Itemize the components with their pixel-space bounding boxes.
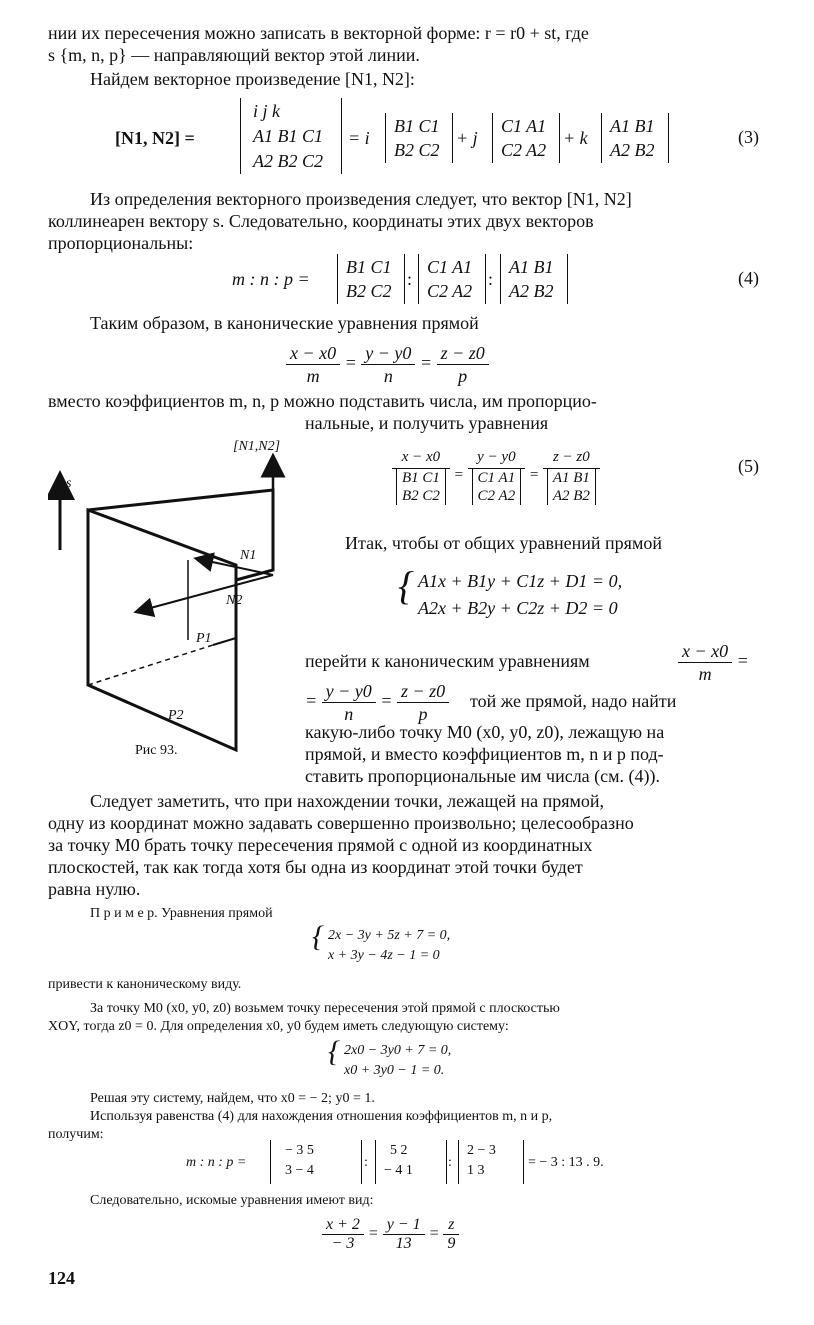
fig-label-n2: N2 <box>226 593 243 608</box>
fraction-num: y − y0 <box>468 446 526 469</box>
fraction-num: y − y0 <box>322 680 376 703</box>
det-row: A1 B1 <box>610 116 655 136</box>
text-line: получим: <box>48 1127 104 1142</box>
equals: = <box>428 1225 440 1243</box>
det-row: A2 B2 <box>610 140 655 160</box>
text-line: Найдем векторное произведение [N1, N2]: <box>90 69 415 89</box>
system-eq-1: A1x + B1y + C1z + D1 = 0, <box>418 571 623 591</box>
determinant-3 <box>601 113 669 163</box>
matrix-row: i j k <box>253 101 280 121</box>
text-line: Решая эту систему, найдем, что x0 = − 2; y0 = 1. <box>90 1091 375 1106</box>
det-row: − 4 1 <box>384 1163 413 1178</box>
equals: = <box>419 352 433 373</box>
fraction-num: y − y0 <box>361 342 415 365</box>
fig-label-n1n2: [N1,N2] <box>233 439 281 454</box>
determinant-2 <box>492 113 560 163</box>
fraction-num: x − x0 <box>392 446 450 469</box>
example-eq-1: 2x − 3y + 5z + 7 = 0, <box>328 928 451 943</box>
fraction-den: − 3 <box>331 1235 355 1252</box>
text-line: за точку M0 брать точку пересечения прямой с одной из координатных <box>48 835 593 855</box>
determinant-4b <box>418 254 486 304</box>
equals: = <box>305 690 318 711</box>
final-equation <box>322 1216 459 1253</box>
system-brace: { <box>328 1035 340 1068</box>
det-row: B2 C2 <box>402 488 440 504</box>
text-line: Следовательно, искомые уравнения имеют вид: <box>90 1193 374 1208</box>
text-line: нальные, и получить уравнения <box>305 413 549 433</box>
text-line: какую-либо точку M0 (x0, y0, z0), лежащую на <box>305 722 665 742</box>
det-row: A2 B2 <box>509 281 554 301</box>
system-eq-2: A2x + B2y + C2z + D2 = 0 <box>418 598 618 618</box>
text-line: s {m, n, p} — направляющий вектор этой линии. <box>48 45 420 65</box>
matrix-row: A2 B2 C2 <box>253 151 323 171</box>
det-row: B1 C1 <box>402 470 440 486</box>
text-line: ставить пропорциональные им числа (см. (4)). <box>305 766 661 786</box>
eq-i: = i <box>348 128 370 148</box>
fraction-den: p <box>458 366 468 386</box>
text-line: привести к каноническому виду. <box>48 977 242 992</box>
fraction-den: 13 <box>395 1235 412 1252</box>
fraction-num: x − x0 <box>286 342 340 365</box>
det-row: C2 A2 <box>427 281 473 301</box>
fraction-den: m <box>698 664 712 684</box>
n2-arrow <box>143 575 273 610</box>
example-eq-3: 2x0 − 3y0 + 7 = 0, <box>344 1043 452 1058</box>
text-line: равна нулю. <box>48 879 141 899</box>
plane-p2 <box>88 510 236 750</box>
fraction-num: y − 1 <box>383 1216 425 1235</box>
fraction-den: m <box>306 366 320 386</box>
det-row: C1 A1 <box>427 257 473 277</box>
det-inline <box>547 469 596 505</box>
text-line: пропорциональны: <box>48 233 194 253</box>
fig-label-s: s <box>66 476 72 491</box>
equals: = <box>367 1225 379 1243</box>
det-row: C2 A2 <box>477 488 516 504</box>
fraction-den: n <box>383 366 393 386</box>
canonical-equation-5 <box>392 446 600 505</box>
ratio-lhs: m : n : p = <box>232 269 310 289</box>
example-determinant-1 <box>270 1140 362 1184</box>
det-row: 3 − 4 <box>285 1163 314 1178</box>
text-line: Используя равенства (4) для нахождения отношения коэффициентов m, n и p, <box>90 1109 553 1124</box>
intersection-dashed <box>88 645 213 685</box>
det-row: C1 A1 <box>501 116 547 136</box>
det-row: B2 C2 <box>394 140 440 160</box>
equation-number: (5) <box>738 456 759 476</box>
example-ratio-rhs: = − 3 : 13 . 9. <box>528 1155 604 1170</box>
figure-caption: Рис 93. <box>135 743 178 758</box>
text-line: прямой, и вместо коэффициентов m, n и p под- <box>305 744 664 764</box>
example-heading: П р и м е р. Уравнения прямой <box>90 906 273 921</box>
example-eq-2: x + 3y − 4z − 1 = 0 <box>328 948 440 963</box>
fraction-num: x + 2 <box>322 1216 364 1235</box>
det-row: 2 − 3 <box>467 1143 496 1158</box>
p1-edge <box>213 638 236 645</box>
colon: : <box>488 269 494 289</box>
equals: = <box>344 352 357 373</box>
fraction-num: x − x0 <box>678 640 732 663</box>
det-row: − 3 5 <box>285 1143 314 1158</box>
det-row: C1 A1 <box>477 470 516 486</box>
determinant-1 <box>385 113 453 163</box>
text-line: Таким образом, в канонические уравнения прямой <box>90 313 479 333</box>
text-line: коллинеарен вектору s. Следовательно, координаты этих двух векторов <box>48 211 594 231</box>
det-row: A1 B1 <box>509 257 554 277</box>
example-determinant-2 <box>375 1140 447 1184</box>
fraction-den: n <box>344 704 354 724</box>
example-eq-4: x0 + 3y0 − 1 = 0. <box>344 1063 445 1078</box>
colon: : <box>364 1155 368 1170</box>
equals: = <box>736 650 749 671</box>
fraction-num: z <box>443 1216 459 1235</box>
plus-k: + k <box>563 128 588 148</box>
fraction-den: p <box>418 704 428 724</box>
cross-product-lhs: [N1, N2] = <box>115 128 195 148</box>
det-row: 1 3 <box>467 1163 485 1178</box>
det-inline <box>396 469 446 505</box>
equals: = <box>528 466 540 483</box>
equals: = <box>453 466 464 483</box>
det-row: A2 B2 <box>552 488 590 504</box>
n1-arrow <box>203 560 273 575</box>
fraction-inline <box>678 640 749 685</box>
fig-label-p2: P2 <box>168 708 184 723</box>
fig-label-p1: P1 <box>196 631 212 646</box>
text-line: Следует заметить, что при нахождении точки, лежащей на прямой, <box>90 791 605 811</box>
equals: = <box>380 690 393 711</box>
determinant-4a <box>337 254 405 304</box>
text-line: плоскостей, так как тогда хотя бы одна из координат этой точки будет <box>48 857 583 877</box>
fraction-num: z − z0 <box>397 680 449 703</box>
fig-label-n1: N1 <box>240 548 257 563</box>
plane-p1 <box>88 490 273 580</box>
fraction-num: z − z0 <box>543 446 600 469</box>
det-row: B2 C2 <box>346 281 392 301</box>
system-brace: { <box>398 563 414 608</box>
text-line: XOY, тогда z0 = 0. Для определения x0, y0 будем иметь следующую систему: <box>48 1019 509 1034</box>
det-row: C2 A2 <box>501 140 547 160</box>
text-line: той же прямой, надо найти <box>470 691 677 711</box>
page-number: 124 <box>48 1268 75 1288</box>
determinant-4c <box>500 254 568 304</box>
system-brace: { <box>312 920 324 953</box>
equation-number: (4) <box>738 268 759 288</box>
example-determinant-3 <box>458 1140 524 1184</box>
colon: : <box>448 1155 452 1170</box>
matrix-row: A1 B1 C1 <box>253 126 323 146</box>
det-inline <box>472 469 522 505</box>
det-row: B1 C1 <box>394 116 440 136</box>
det-row: 5 2 <box>390 1143 408 1158</box>
text-line: Из определения векторного произведения следует, что вектор [N1, N2] <box>90 189 632 209</box>
fraction-num: z − z0 <box>437 342 489 365</box>
text-line: За точку M0 (x0, y0, z0) возьмем точку пересечения этой прямой с плоскостью <box>90 1001 560 1016</box>
text-line: одну из координат можно задавать совершенно произвольно; целесообразно <box>48 813 634 833</box>
example-ratio-lhs: m : n : p = <box>186 1155 247 1170</box>
text-line: вместо коэффициентов m, n, p можно подставить числа, им пропорцио- <box>48 391 597 411</box>
text-line: Итак, чтобы от общих уравнений прямой <box>345 533 662 553</box>
colon: : <box>407 269 413 289</box>
fraction-inline <box>305 680 449 725</box>
cross-product-matrix <box>240 98 342 174</box>
text-line: нии их пересечения можно записать в векторной форме: r = r0 + st, где <box>48 23 589 43</box>
plus-j: + j <box>456 128 478 148</box>
fraction-den: 9 <box>447 1235 456 1252</box>
det-row: A1 B1 <box>552 470 590 486</box>
det-row: B1 C1 <box>346 257 392 277</box>
canonical-equation <box>286 342 489 387</box>
text-line: перейти к каноническим уравнениям <box>305 651 590 671</box>
equation-number: (3) <box>738 127 759 147</box>
